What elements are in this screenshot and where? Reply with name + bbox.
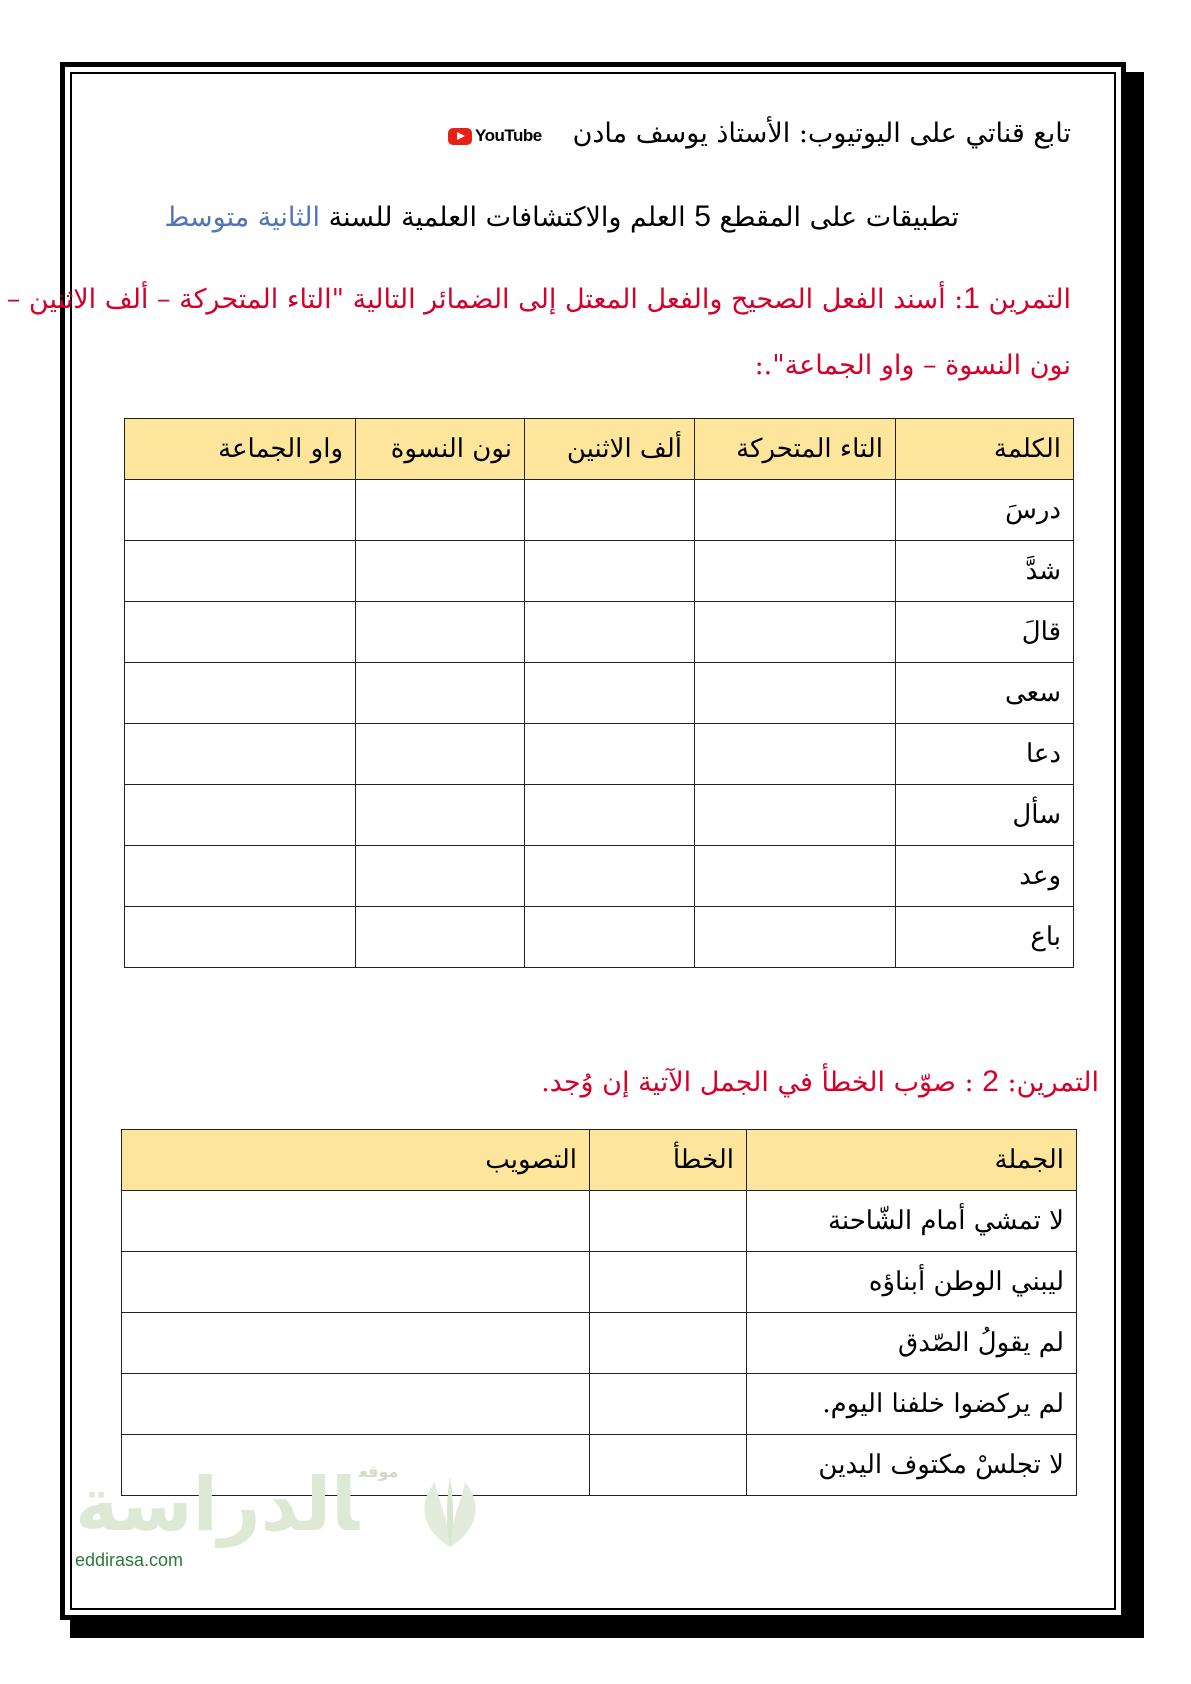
sentence-cell: لا تمشي أمام الشّاحنة <box>747 1191 1077 1252</box>
answer-cell[interactable] <box>525 846 695 907</box>
error-cell[interactable] <box>590 1191 747 1252</box>
answer-cell[interactable] <box>356 602 525 663</box>
worksheet-subtitle <box>164 200 959 234</box>
exercise2-instruction <box>541 1065 1099 1099</box>
channel-follow-text: تابع قناتي على اليوتيوب: الأستاذ يوسف مادن <box>572 118 1071 149</box>
header-word: الكلمة <box>896 419 1074 480</box>
header-mobile-taa: التاء المتحركة <box>695 419 896 480</box>
word-cell: باع <box>896 907 1074 968</box>
sentence-cell: لم يركضوا خلفنا اليوم. <box>747 1374 1077 1435</box>
answer-cell[interactable] <box>695 846 896 907</box>
table-header-row <box>125 419 1074 480</box>
subtitle-prefix: تطبيقات على المقطع <box>719 202 959 233</box>
exercise2-label: التمرين: <box>1007 1067 1099 1098</box>
sentence-cell: ليبني الوطن أبناؤه <box>747 1252 1077 1313</box>
word-cell: وعد <box>896 846 1074 907</box>
answer-cell[interactable] <box>525 907 695 968</box>
table-row <box>125 846 1074 907</box>
answer-cell[interactable] <box>125 846 356 907</box>
answer-cell[interactable] <box>125 663 356 724</box>
table-row <box>125 663 1074 724</box>
table-row <box>122 1191 1077 1252</box>
answer-cell[interactable] <box>356 785 525 846</box>
sentence-cell: لا تجلسْ مكتوف اليدين <box>747 1435 1077 1496</box>
table-row <box>125 541 1074 602</box>
answer-cell[interactable] <box>356 846 525 907</box>
table-header-row <box>122 1130 1077 1191</box>
table-row <box>125 907 1074 968</box>
answer-cell[interactable] <box>125 724 356 785</box>
error-cell[interactable] <box>590 1313 747 1374</box>
table-row <box>125 480 1074 541</box>
header-waw-plural: واو الجماعة <box>125 419 356 480</box>
watermark-arabic-word: الدراسة <box>75 1462 359 1548</box>
answer-cell[interactable] <box>356 480 525 541</box>
word-cell: سأل <box>896 785 1074 846</box>
header-error: الخطأ <box>590 1130 747 1191</box>
answer-cell[interactable] <box>525 663 695 724</box>
answer-cell[interactable] <box>525 541 695 602</box>
exercise2-number: 2 <box>982 1065 999 1098</box>
error-cell[interactable] <box>590 1435 747 1496</box>
answer-cell[interactable] <box>356 663 525 724</box>
header-alif-dual: ألف الاثنين <box>525 419 695 480</box>
correction-cell[interactable] <box>122 1374 590 1435</box>
exercise2-text: : صوّب الخطأ في الجمل الآتية إن وُجد. <box>541 1067 974 1098</box>
error-cell[interactable] <box>590 1374 747 1435</box>
exercise2-table <box>121 1129 1077 1496</box>
word-cell: دعا <box>896 724 1074 785</box>
answer-cell[interactable] <box>125 785 356 846</box>
answer-cell[interactable] <box>125 602 356 663</box>
answer-cell[interactable] <box>695 480 896 541</box>
answer-cell[interactable] <box>525 602 695 663</box>
youtube-label: YouTube <box>475 126 542 145</box>
answer-cell[interactable] <box>125 907 356 968</box>
answer-cell[interactable] <box>695 724 896 785</box>
header-sentence: الجملة <box>747 1130 1077 1191</box>
word-cell: درسَ <box>896 480 1074 541</box>
word-cell: قالَ <box>896 602 1074 663</box>
answer-cell[interactable] <box>356 724 525 785</box>
subtitle-unit-number: 5 <box>694 200 711 233</box>
answer-cell[interactable] <box>356 907 525 968</box>
subtitle-level: الثانية متوسط <box>164 202 321 233</box>
table-row <box>125 785 1074 846</box>
answer-cell[interactable] <box>695 541 896 602</box>
youtube-play-icon <box>448 128 472 145</box>
exercise1-table <box>124 418 1074 968</box>
correction-cell[interactable] <box>122 1313 590 1374</box>
answer-cell[interactable] <box>525 785 695 846</box>
error-cell[interactable] <box>590 1252 747 1313</box>
table-row <box>122 1374 1077 1435</box>
table-row <box>125 724 1074 785</box>
exercise1-instruction-line1 <box>7 282 1071 316</box>
word-cell: سعى <box>896 663 1074 724</box>
answer-cell[interactable] <box>695 663 896 724</box>
leaf-icon <box>405 1472 495 1552</box>
correction-cell[interactable] <box>122 1252 590 1313</box>
watermark-site-word: موقع <box>358 1462 399 1481</box>
answer-cell[interactable] <box>525 724 695 785</box>
exercise1-label: التمرين <box>988 284 1071 315</box>
answer-cell[interactable] <box>695 602 896 663</box>
answer-cell[interactable] <box>125 480 356 541</box>
watermark-url: eddirasa.com <box>75 1550 184 1570</box>
answer-cell[interactable] <box>695 785 896 846</box>
answer-cell[interactable] <box>356 541 525 602</box>
table-row <box>122 1252 1077 1313</box>
word-cell: شدَّ <box>896 541 1074 602</box>
header-correction: التصويب <box>122 1130 590 1191</box>
exercise1-number: 1 <box>963 282 980 315</box>
header-nun-feminine: نون النسوة <box>356 419 525 480</box>
table-row <box>122 1313 1077 1374</box>
exercise1-text: : أسند الفعل الصحيح والفعل المعتل إلى الضمائر التالية "التاء المتحركة – ألف الاثنين – <box>6 284 964 315</box>
exercise1-instruction-line2: نون النسوة – واو الجماعة".: <box>754 350 1071 381</box>
answer-cell[interactable] <box>125 541 356 602</box>
table-row <box>125 602 1074 663</box>
answer-cell[interactable] <box>695 907 896 968</box>
youtube-logo[interactable] <box>448 126 542 146</box>
subtitle-middle: العلم والاكتشافات العلمية للسنة <box>328 202 686 233</box>
sentence-cell: لم يقولُ الصّدق <box>747 1313 1077 1374</box>
watermark-arabic <box>75 1462 398 1548</box>
answer-cell[interactable] <box>525 480 695 541</box>
correction-cell[interactable] <box>122 1191 590 1252</box>
